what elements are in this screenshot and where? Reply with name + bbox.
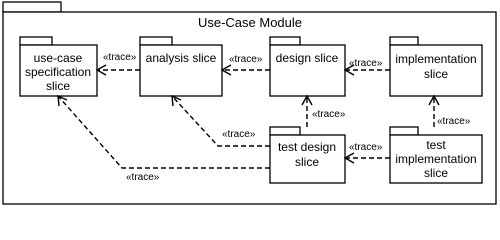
package-label-line: slice	[423, 166, 449, 180]
package-label-line: implementation	[395, 152, 477, 166]
trace-label: «trace»	[312, 109, 346, 120]
package-tab	[270, 127, 300, 135]
trace-label: «trace»	[349, 58, 383, 69]
package-label-line: implementation	[395, 52, 477, 66]
trace-label: «trace»	[349, 142, 383, 153]
trace-label: «trace»	[229, 54, 263, 65]
package-test-implementation-slice	[390, 127, 482, 183]
package-use-case-specification-slice	[20, 37, 97, 96]
trace-label: «trace»	[126, 172, 160, 183]
package-label-line: use-case	[33, 51, 83, 65]
package-tab	[140, 37, 172, 45]
package-label-line: slice	[45, 79, 71, 93]
package-label-line: slice	[423, 67, 449, 81]
trace-label: «trace»	[103, 52, 137, 63]
package-tab	[390, 37, 418, 45]
trace-label: «trace»	[437, 116, 471, 127]
package-design-slice	[270, 37, 345, 96]
package-implementation-slice	[390, 37, 482, 96]
package-label-line: test design	[277, 140, 337, 154]
package-tab	[390, 127, 418, 135]
package-tab	[20, 37, 52, 45]
package-label-line: slice	[294, 155, 320, 169]
package-label: analysis slice	[145, 51, 217, 65]
trace-label: «trace»	[222, 129, 256, 140]
package-test-design-slice	[270, 127, 345, 183]
package-label: design slice	[275, 51, 339, 65]
package-label-line: specification	[24, 65, 92, 79]
package-label-line: test	[426, 138, 446, 152]
package-analysis-slice	[140, 37, 222, 96]
package-tab	[270, 37, 300, 45]
module-title: Use-Case Module	[197, 15, 303, 30]
module-tab	[3, 2, 61, 12]
